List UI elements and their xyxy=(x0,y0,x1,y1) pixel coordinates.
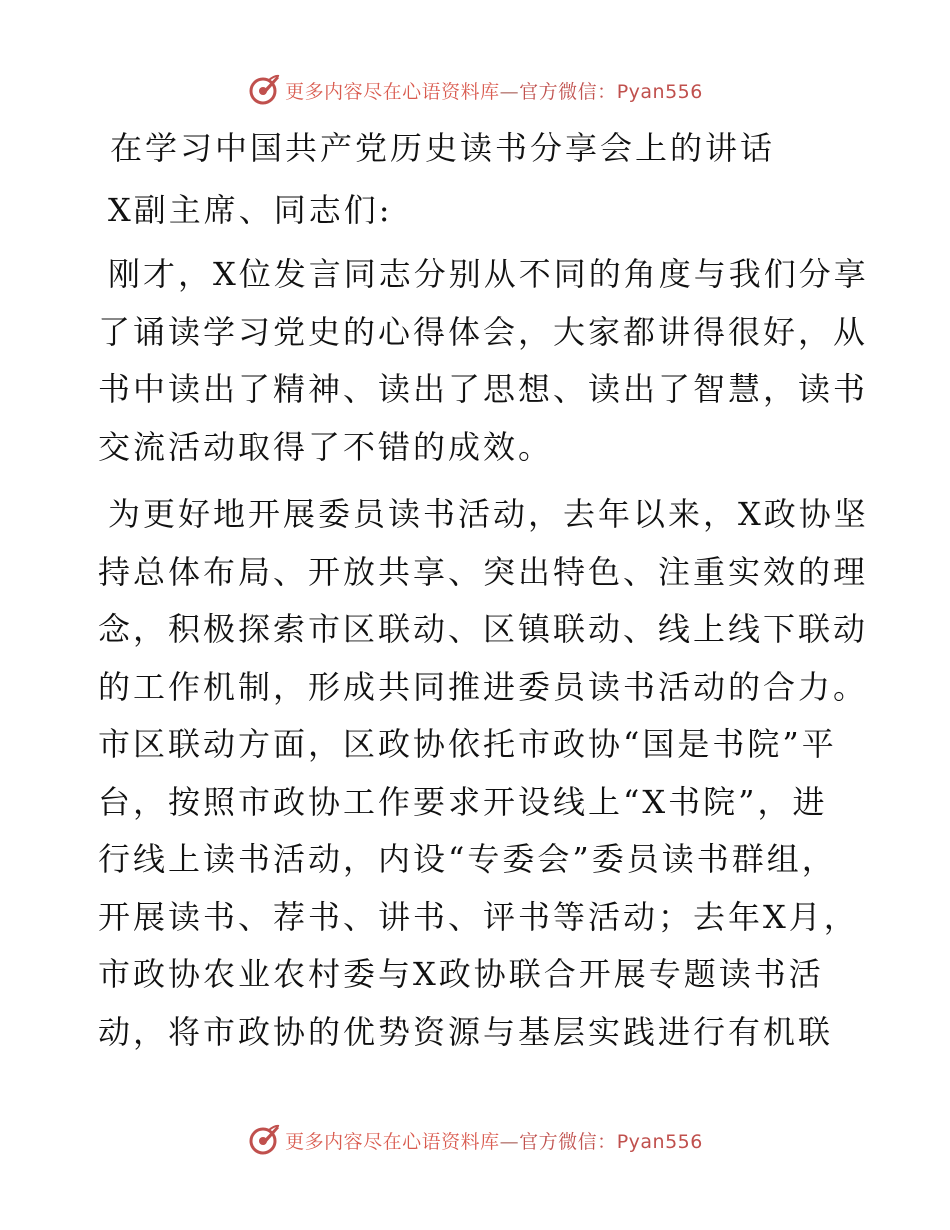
quill-logo-icon xyxy=(247,1123,281,1157)
greeting: X副主席、同志们: xyxy=(108,191,393,229)
document-body xyxy=(98,122,869,1071)
paragraph-line: 动，将市政协的优势资源与基层实践进行有机联 xyxy=(98,1012,834,1051)
quill-logo-icon xyxy=(247,73,281,107)
banner-wechat-label: 官方微信： xyxy=(519,1130,617,1153)
paragraph-2 xyxy=(98,486,869,1061)
paragraph-line: 市区联动方面，区政协依托市政协“国是书院”平 xyxy=(98,725,837,763)
paragraph-line: 持总体布局、开放共享、突出特色、注重实效的理 xyxy=(98,552,869,591)
banner-text xyxy=(285,77,703,104)
banner-wechat-label: 官方微信： xyxy=(519,80,617,103)
banner-text xyxy=(285,1127,703,1154)
paragraph-line: 书中读出了精神、读出了思想、读出了智慧，读书 xyxy=(98,370,869,408)
header-banner xyxy=(0,68,950,112)
paragraph-line: 刚才，X位发言同志分别从不同的角度与我们分享 xyxy=(108,255,869,293)
banner-separator: — xyxy=(499,1130,520,1153)
banner-wechat-id: Pyan556 xyxy=(616,80,703,103)
paragraph-line: 交流活动取得了不错的成效。 xyxy=(98,427,554,466)
banner-brand: 更多内容尽在心语资料库 xyxy=(285,1130,500,1153)
paragraph-line: 开展读书、荐书、讲书、评书等活动；去年X月， xyxy=(98,897,859,936)
paragraph-line: 市政协农业农村委与X政协联合开展专题读书活 xyxy=(98,955,824,993)
document-title: 在学习中国共产党历史读书分享会上的讲话 xyxy=(110,129,776,167)
banner-separator: — xyxy=(499,80,520,103)
paragraph-line: 了诵读学习党史的心得体会，大家都讲得很好，从 xyxy=(98,312,869,351)
paragraph-line: 台，按照市政协工作要求开设线上“X书院”，进 xyxy=(98,782,828,821)
paragraph-line: 为更好地开展委员读书活动，去年以来，X政协坚 xyxy=(108,495,869,533)
banner-wechat-id: Pyan556 xyxy=(616,1130,703,1153)
banner-brand: 更多内容尽在心语资料库 xyxy=(285,80,500,103)
paragraph-line: 念，积极探索市区联动、区镇联动、线上线下联动 xyxy=(98,610,869,648)
paragraph-1 xyxy=(98,246,869,476)
paragraph-line: 的工作机制，形成共同推进委员读书活动的合力。 xyxy=(98,667,869,706)
footer-banner xyxy=(0,1118,950,1162)
paragraph-line: 行线上读书活动，内设“专委会”委员读书群组， xyxy=(98,840,837,878)
